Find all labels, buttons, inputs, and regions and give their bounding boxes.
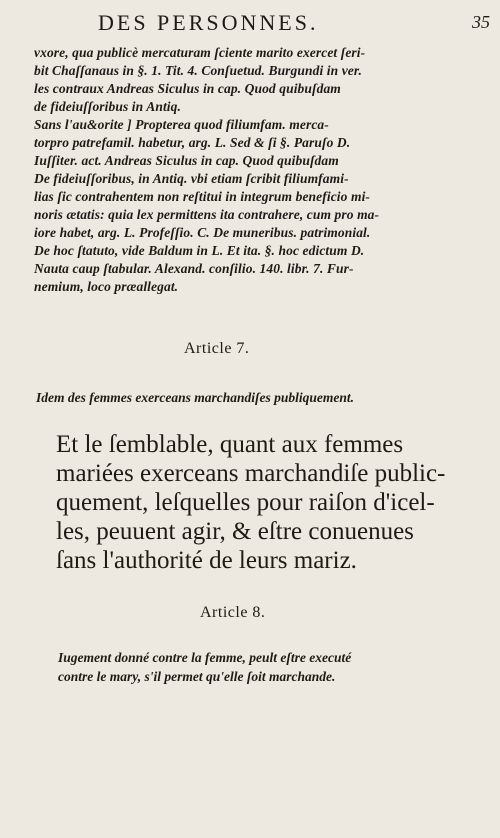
commentary-line: lias ſic contrahentem non reſtitui in integrum beneficio mi- <box>34 189 371 204</box>
page-number: 35 <box>472 12 490 32</box>
commentary-line: Iuſſiter. act. Andreas Siculus in cap. Quod quibuſdam <box>34 153 339 168</box>
commentary-line: torpro patrefamil. habetur, arg. L. Sed & ſi §. Paruſo D. <box>34 135 351 150</box>
summary-line: Iugement donné contre la femme, peult eſtre executé <box>58 650 352 665</box>
commentary-line: Sans l'au&orite ] Propterea quod filiumfam. merca- <box>34 117 329 132</box>
commentary-line: vxore, qua publicè mercaturam ſciente marito exercet ſeri- <box>34 45 366 60</box>
commentary-line: noris ætatis: quia lex permittens ita contrahere, cum pro ma- <box>34 207 380 222</box>
body-line: les, peuuent agir, & eſtre conuenues <box>56 518 414 545</box>
commentary-block <box>34 44 490 296</box>
body-line: quement, leſquelles pour raiſon d'icel- <box>56 489 435 516</box>
commentary-line: bit Chaſſanaus in §. 1. Tit. 4. Conſuetud. Burgundi in ver. <box>34 63 362 78</box>
body-line: Et le ſemblable, quant aux femmes <box>56 431 404 458</box>
article-7-heading: Article 7. <box>184 340 250 357</box>
commentary-line: Nauta caup ſtabular. Alexand. conſilio. 140. libr. 7. Fur- <box>34 261 354 276</box>
article-7-summary: Idem des femmes exerceans marchandiſes publiquement. <box>36 390 354 405</box>
commentary-line: les contraux Andreas Siculus in cap. Quod quibuſdam <box>34 81 341 96</box>
commentary-line: De fideiuſſoribus, in Antiq. vbi etiam ſcribit filiumfami- <box>34 171 349 186</box>
commentary-line: De hoc ſtatuto, vide Baldum in L. Et ita. §. hoc edictum D. <box>34 243 365 258</box>
commentary-line: nemium, loco præallegat. <box>34 279 179 294</box>
page-header <box>98 10 490 40</box>
body-line: ſans l'authorité de leurs mariz. <box>56 547 357 574</box>
summary-line: contre le mary, s'il permet qu'elle ſoit marchande. <box>58 669 336 684</box>
article-8-summary <box>58 648 351 686</box>
body-line: mariées exerceans marchandiſe public- <box>56 460 446 487</box>
commentary-line: iore habet, arg. L. Profeſſio. C. De muneribus. patrimonial. <box>34 225 371 240</box>
article-7-body <box>56 430 492 575</box>
article-8-heading: Article 8. <box>200 604 266 621</box>
commentary-line: de fideiuſſoribus in Antiq. <box>34 99 181 114</box>
running-head: DES PERSONNES. <box>98 10 319 35</box>
